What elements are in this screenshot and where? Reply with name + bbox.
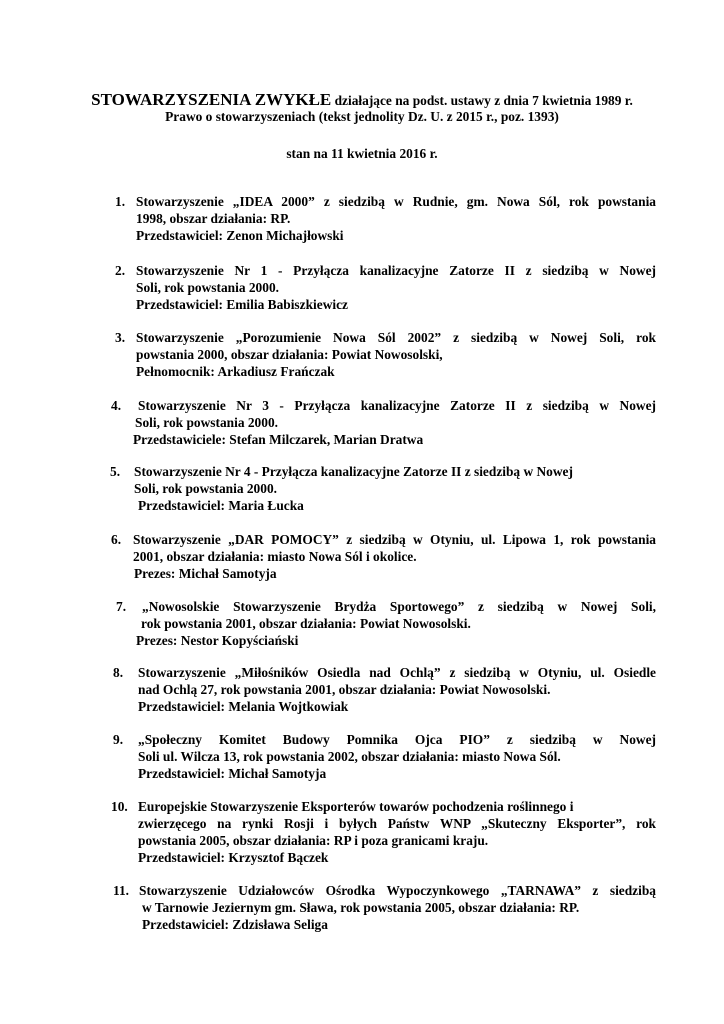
item-line: nad Ochlą 27, rok powstania 2001, obszar działania: Powiat Nowosolski.	[138, 682, 551, 697]
item-line: Stowarzyszenie Nr 1 - Przyłącza kanalizacyjne Zatorze II z siedzibą w Nowej	[136, 263, 656, 278]
item-number: 9.	[113, 732, 124, 747]
item-line: w Tarnowie Jeziernym gm. Sława, rok powstania 2005, obszar działania: RP.	[142, 900, 580, 915]
status-date: stan na 11 kwietnia 2016 r.	[286, 146, 438, 161]
item-line: „Społeczny Komitet Budowy Pomnika Ojca PIO” z siedzibą w Nowej	[138, 732, 656, 747]
item-representative: Przedstawiciel: Zenon Michajłowski	[136, 228, 344, 243]
item-line: Stowarzyszenie Nr 4 - Przyłącza kanalizacyjne Zatorze II z siedzibą w Nowej	[134, 464, 573, 479]
item-representative: Przedstawiciel: Michał Samotyja	[138, 766, 327, 781]
item-line: Soli, rok powstania 2000.	[136, 280, 279, 295]
item-line: Stowarzyszenie „DAR POMOCY” z siedzibą w Otyniu, ul. Lipowa 1, rok powstania	[133, 532, 656, 547]
item-line: Stowarzyszenie Udziałowców Ośrodka Wypoczynkowego „TARNAWA” z siedzibą	[139, 883, 656, 898]
item-line: 1998, obszar działania: RP.	[136, 211, 291, 226]
item-representative: Prezes: Michał Samotyja	[134, 566, 277, 581]
item-line: Europejskie Stowarzyszenie Eksporterów towarów pochodzenia roślinnego i	[138, 799, 574, 814]
item-number: 1.	[115, 194, 126, 209]
document-title	[0, 90, 724, 110]
item-line: powstania 2005, obszar działania: RP i poza granicami kraju.	[138, 833, 489, 848]
item-line: Soli, rok powstania 2000.	[134, 481, 277, 496]
document-subtitle: Prawo o stowarzyszeniach (tekst jednolity Dz. U. z 2015 r., poz. 1393)	[165, 109, 559, 124]
item-number: 11.	[113, 883, 129, 898]
item-representative: Przedstawiciel: Melania Wojtkowiak	[138, 699, 349, 714]
item-representative: Przedstawiciele: Stefan Milczarek, Marian Dratwa	[133, 432, 424, 447]
title-rest: działające na podst. ustawy z dnia 7 kwietnia 1989 r.	[331, 93, 633, 108]
item-number: 5.	[110, 464, 121, 479]
item-representative: Przedstawiciel: Krzysztof Bączek	[138, 850, 329, 865]
item-line: Stowarzyszenie Nr 3 - Przyłącza kanalizacyjne Zatorze II z siedzibą w Nowej	[138, 398, 656, 413]
item-representative: Przedstawiciel: Emilia Babiszkiewicz	[136, 297, 348, 312]
item-representative: Prezes: Nestor Kopyściański	[136, 633, 299, 648]
item-representative: Pełnomocnik: Arkadiusz Frańczak	[136, 364, 335, 379]
item-line: Stowarzyszenie „IDEA 2000” z siedzibą w Rudnie, gm. Nowa Sól, rok powstania	[136, 194, 656, 209]
item-line: Stowarzyszenie „Miłośników Osiedla nad Ochlą” z siedzibą w Otyniu, ul. Osiedle	[138, 665, 656, 680]
item-number: 2.	[115, 263, 126, 278]
item-line: Stowarzyszenie „Porozumienie Nowa Sól 2002” z siedzibą w Nowej Soli, rok	[136, 330, 656, 345]
item-number: 7.	[116, 599, 127, 614]
item-line: 2001, obszar działania: miasto Nowa Sól i okolice.	[133, 549, 417, 564]
item-number: 8.	[113, 665, 124, 680]
item-line: zwierzęcego na rynki Rosji i byłych Państw WNP „Skuteczny Eksporter”, rok	[138, 816, 656, 831]
item-number: 4.	[111, 398, 122, 413]
title-main: STOWARZYSZENIA ZWYKŁE	[91, 90, 332, 109]
item-number: 10.	[111, 799, 128, 814]
item-number: 3.	[115, 330, 126, 345]
item-line: rok powstania 2001, obszar działania: Powiat Nowosolski.	[141, 616, 471, 631]
item-representative: Przedstawiciel: Maria Łucka	[138, 498, 304, 513]
item-line: powstania 2000, obszar działania: Powiat Nowosolski,	[136, 347, 443, 362]
item-representative: Przedstawiciel: Zdzisława Seliga	[142, 917, 328, 932]
item-line: „Nowosolskie Stowarzyszenie Brydża Sportowego” z siedzibą w Nowej Soli,	[142, 599, 656, 614]
item-number: 6.	[111, 532, 122, 547]
item-line: Soli ul. Wilcza 13, rok powstania 2002, obszar działania: miasto Nowa Sól.	[138, 749, 561, 764]
item-line: Soli, rok powstania 2000.	[135, 415, 278, 430]
